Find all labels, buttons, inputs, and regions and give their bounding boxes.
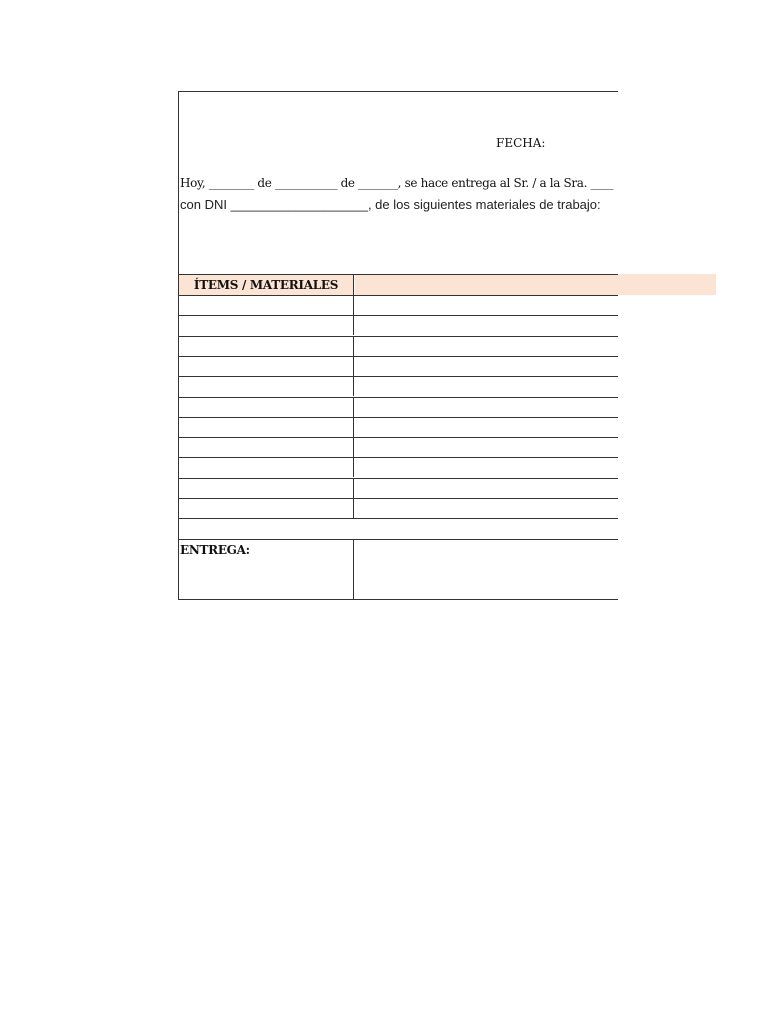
delivery-statement-line: Hoy, ________ de ___________ de _______, se hace entrega al Sr. / a la Sra. ____ xyxy=(180,176,614,190)
item-cell[interactable] xyxy=(179,337,354,356)
dni-statement-line: con DNI ___________________, de los siguientes materiales de trabajo: xyxy=(180,197,601,212)
table-row xyxy=(179,336,618,356)
material-detail-cell[interactable] xyxy=(354,479,618,498)
table-row xyxy=(179,376,618,396)
table-row xyxy=(179,457,618,477)
table-row xyxy=(179,478,618,498)
item-cell[interactable] xyxy=(179,438,354,457)
entrega-row xyxy=(179,539,618,600)
item-cell[interactable] xyxy=(179,357,354,376)
fecha-label: FECHA: xyxy=(496,136,546,150)
item-cell[interactable] xyxy=(179,316,354,335)
material-detail-cell[interactable] xyxy=(354,377,618,396)
item-cell[interactable] xyxy=(179,398,354,417)
material-detail-cell[interactable] xyxy=(354,458,618,477)
material-detail-cell[interactable] xyxy=(354,499,618,518)
table-row xyxy=(179,315,618,335)
material-detail-cell[interactable] xyxy=(354,316,618,335)
item-cell[interactable] xyxy=(179,296,354,315)
material-detail-cell[interactable] xyxy=(354,357,618,376)
item-cell[interactable] xyxy=(179,418,354,437)
item-cell[interactable] xyxy=(179,458,354,477)
spacer-row xyxy=(179,518,618,539)
item-cell[interactable] xyxy=(179,479,354,498)
table-row xyxy=(179,417,618,437)
table-row xyxy=(179,397,618,417)
items-materials-header: ÍTEMS / MATERIALES xyxy=(179,274,354,295)
material-detail-cell[interactable] xyxy=(354,438,618,457)
material-detail-cell[interactable] xyxy=(354,418,618,437)
material-detail-cell[interactable] xyxy=(354,296,618,315)
entrega-cell[interactable] xyxy=(179,540,354,600)
table-row xyxy=(179,295,618,315)
header-top-border xyxy=(354,274,618,275)
item-cell[interactable] xyxy=(179,377,354,396)
table-row xyxy=(179,437,618,457)
material-detail-cell[interactable] xyxy=(354,337,618,356)
table-row xyxy=(179,356,618,376)
table-row xyxy=(179,498,618,518)
table-header-fill xyxy=(355,274,716,295)
material-detail-cell[interactable] xyxy=(354,398,618,417)
entrega-label: ENTREGA: xyxy=(180,543,250,557)
item-cell[interactable] xyxy=(179,499,354,518)
